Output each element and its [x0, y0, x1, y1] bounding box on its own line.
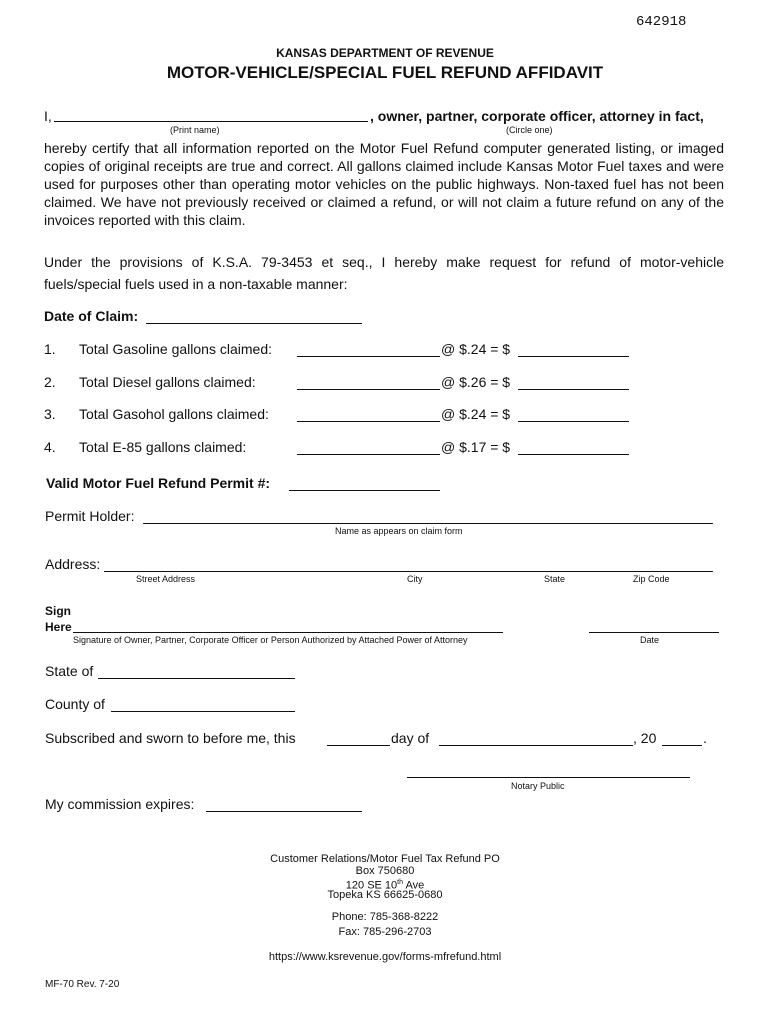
sworn-year-prefix: , 20 [633, 730, 657, 746]
permit-holder-hint: Name as appears on claim form [335, 526, 463, 536]
gallons-field[interactable] [297, 389, 440, 390]
street-address-hint: Street Address [136, 574, 196, 584]
certification-text: hereby certify that all information reported on the Motor Fuel Refund computer generated listing, or imaged copies of original receipts are true and correct. All gallons claimed include Kansas Motor Fuel taxes and were used for purposes other than operating motor vehicles on the public highways. Non-taxed fuel has not been claimed. We have not previously received or claimed a refund, or will not claim a future refund on any of the invoices reported with this claim. [44, 140, 724, 228]
signature-field[interactable] [73, 632, 503, 633]
claim-rate: @ $.26 = $ [441, 374, 511, 390]
claim-label: Total E-85 gallons claimed: [79, 439, 247, 455]
permit-number-field[interactable] [289, 490, 440, 491]
county-of-field[interactable] [111, 711, 295, 712]
sign-label: Sign [45, 604, 71, 618]
sworn-day-field[interactable] [327, 745, 390, 746]
fax-number: Fax: 785-296-2703 [338, 926, 432, 938]
claim-number: 3. [44, 406, 56, 422]
commission-label: My commission expires: [45, 796, 195, 812]
gallons-field[interactable] [297, 454, 440, 455]
amount-field[interactable] [518, 356, 629, 357]
agency-name: KANSAS DEPARTMENT OF REVENUE [276, 46, 494, 60]
claim-rate: @ $.24 = $ [441, 406, 511, 422]
street-suffix: Ave [403, 879, 425, 892]
address-field[interactable] [104, 571, 713, 572]
claim-number: 1. [44, 341, 56, 357]
permit-holder-label: Permit Holder: [45, 508, 135, 524]
amount-field[interactable] [518, 454, 629, 455]
amount-field[interactable] [518, 421, 629, 422]
gallons-field[interactable] [297, 356, 440, 357]
permit-label: Valid Motor Fuel Refund Permit #: [46, 475, 271, 491]
claim-number: 4. [44, 439, 56, 455]
roles-circle-one[interactable]: , owner, partner, corporate officer, attorney in fact, [370, 108, 704, 124]
zip-code-hint: Zip Code [633, 574, 670, 584]
date-of-claim-label: Date of Claim: [44, 308, 139, 324]
notary-signature-field[interactable] [407, 777, 690, 778]
date-hint: Date [640, 635, 660, 645]
state-hint: State [544, 574, 566, 584]
gallons-field[interactable] [297, 421, 440, 422]
sworn-day-of: day of [391, 730, 430, 746]
signature-date-field[interactable] [589, 632, 719, 633]
mailing-line-1: Customer Relations/Motor Fuel Tax Refund PO [270, 853, 500, 865]
mailing-line-2: Box 750680 [355, 865, 415, 877]
claim-label: Total Gasohol gallons claimed: [79, 406, 269, 422]
state-of-field[interactable] [98, 678, 295, 679]
county-of-label: County of [45, 696, 105, 712]
claim-rate: @ $.24 = $ [441, 341, 511, 357]
claim-rate: @ $.17 = $ [441, 439, 511, 455]
notary-public-hint: Notary Public [511, 781, 565, 791]
intro-prefix: I, [44, 108, 52, 124]
amount-field[interactable] [518, 389, 629, 390]
sworn-prefix: Subscribed and sworn to before me, this [45, 730, 296, 746]
signature-hint: Signature of Owner, Partner, Corporate Officer or Person Authorized by Attached Power of Attorney [73, 635, 468, 645]
page-title: MOTOR-VEHICLE/SPECIAL FUEL REFUND AFFIDAVIT [166, 63, 604, 82]
sworn-end: . [703, 730, 707, 746]
document-id: 642918 [636, 14, 687, 30]
claim-number: 2. [44, 374, 56, 390]
date-of-claim-field[interactable] [146, 323, 362, 324]
circle-one-hint: (Circle one) [506, 125, 553, 135]
state-of-label: State of [45, 663, 94, 679]
form-code: MF-70 Rev. 7-20 [45, 979, 120, 990]
permit-holder-field[interactable] [143, 523, 713, 524]
claim-label: Total Gasoline gallons claimed: [79, 341, 272, 357]
website-link[interactable]: https://www.ksrevenue.gov/forms-mfrefund.html [268, 951, 502, 963]
provision-text: Under the provisions of K.S.A. 79-3453 et seq., I hereby make request for refund of motor-vehicle fuels/special fuels used in a non-taxable manner: [44, 254, 724, 292]
ordinal-suffix: th [397, 879, 403, 886]
sworn-month-field[interactable] [439, 745, 633, 746]
claim-label: Total Diesel gallons claimed: [79, 374, 256, 390]
phone-number: Phone: 785-368-8222 [331, 911, 439, 923]
print-name-hint: (Print name) [170, 125, 220, 135]
mailing-line-4: Topeka KS 66625-0680 [327, 889, 443, 901]
city-hint: City [407, 574, 423, 584]
address-label: Address: [45, 556, 101, 572]
print-name-field[interactable] [54, 121, 368, 122]
street-number: 120 SE 10 [345, 879, 398, 892]
commission-expires-field[interactable] [206, 811, 362, 812]
here-label: Here [45, 620, 72, 634]
sworn-year-field[interactable] [662, 745, 702, 746]
